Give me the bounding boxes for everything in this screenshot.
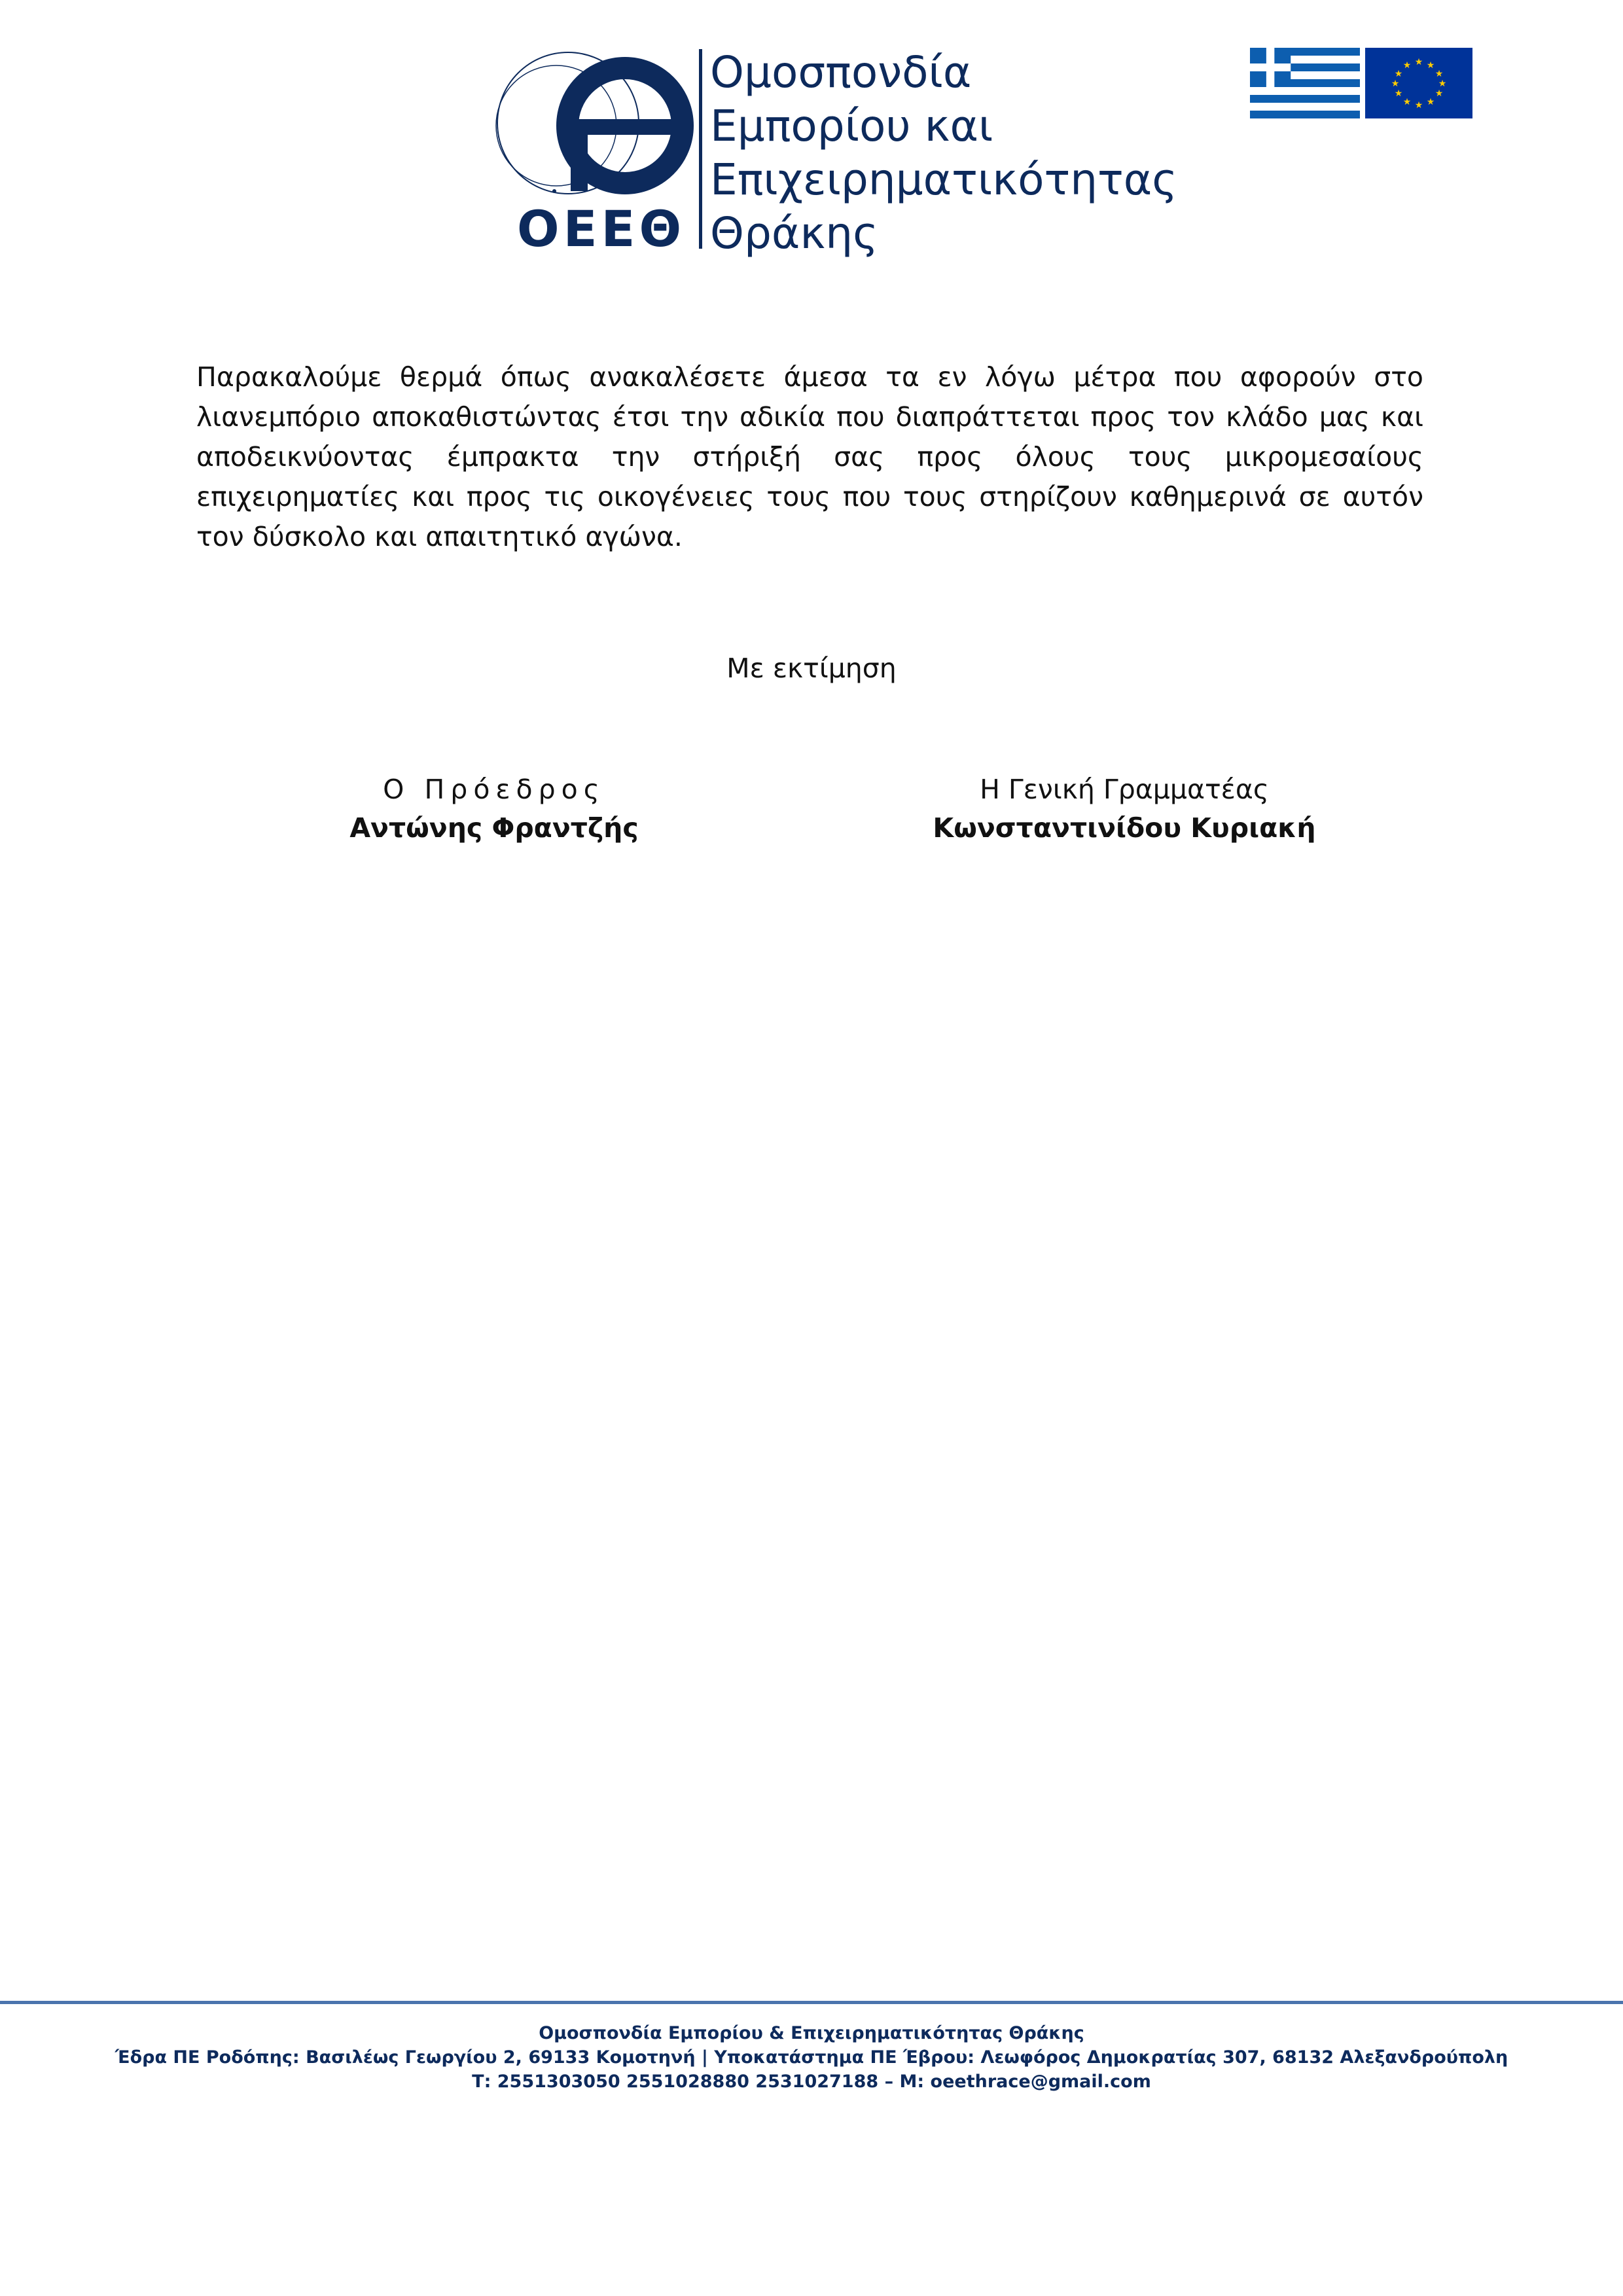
svg-text:★: ★ [1435, 69, 1444, 79]
logo-wordmark [710, 46, 1178, 260]
logo-line: Επιχειρηματικότητας [710, 154, 1178, 205]
logo-line: Εμπορίου και [710, 101, 993, 151]
svg-text:★: ★ [1426, 60, 1435, 71]
svg-text:★: ★ [1391, 79, 1400, 89]
signature-secretary [830, 771, 1419, 848]
svg-text:★: ★ [1414, 100, 1423, 111]
signature-president [200, 771, 789, 848]
signature-name: Αντώνης Φραντζής [349, 812, 639, 844]
signature-role: Η Γενική Γραμματέας [980, 774, 1269, 805]
closing-salutation: Με εκτίμηση [726, 653, 897, 684]
svg-text:★: ★ [1394, 69, 1403, 79]
footer-contact: Τ: 2551303050 2551028880 2531027188 – Μ: oeethrace@gmail.com [472, 2072, 1151, 2092]
footer-org-name: Ομοσπονδία Εμπορίου & Επιχειρηματικότητας Θράκης [539, 2023, 1084, 2043]
svg-text:★: ★ [1402, 60, 1412, 71]
eu-flag-icon [1365, 48, 1472, 118]
signature-role: Ο Πρόεδρος [383, 774, 605, 805]
footer-address: Έδρα ΠΕ Ροδόπης: Βασιλέως Γεωργίου 2, 69133 Κομοτηνή | Υποκατάστημα ΠΕ Έβρου: Λεωφόρος Δημοκρατίας 307, 68132 Αλεξανδρούπολη [115, 2047, 1508, 2068]
svg-text:★: ★ [1426, 97, 1435, 107]
footer-rule [0, 2001, 1623, 2004]
logo-line: Θράκης [710, 208, 878, 259]
svg-text:★: ★ [1438, 79, 1447, 89]
greek-flag-icon [1250, 48, 1360, 118]
federation-logo [491, 46, 1178, 262]
svg-text:★: ★ [1394, 88, 1403, 99]
logo-acronym: ΟΕΕΘ [517, 200, 686, 258]
signature-name: Κωνσταντινίδου Κυριακή [933, 812, 1316, 844]
svg-text:★: ★ [1402, 97, 1412, 107]
footer [0, 2021, 1623, 2094]
letter-paragraph: Παρακαλούμε θερμά όπως ανακαλέσετε άμεσα τα εν λόγω μέτρα που αφορούν στο λιανεμπόριο αποκαθιστώντας έτσι την αδικία που διαπράττεται προς τον κλάδο μας και αποδεικνύοντας έμπρακτα την στήριξή σας προς όλους τους μικρομεσαίους επιχειρηματίες και προς τις οικογένειες τους που τους στηρίζουν καθημερινά σε αυτόν τον δύσκολο και απαιτητικό αγώνα. [196, 361, 1423, 552]
logo-line: Ομοσπονδία [710, 47, 972, 98]
svg-text:★: ★ [1435, 88, 1444, 99]
svg-text:★: ★ [1414, 57, 1423, 67]
flags [1250, 48, 1472, 120]
logo-divider [699, 49, 702, 249]
